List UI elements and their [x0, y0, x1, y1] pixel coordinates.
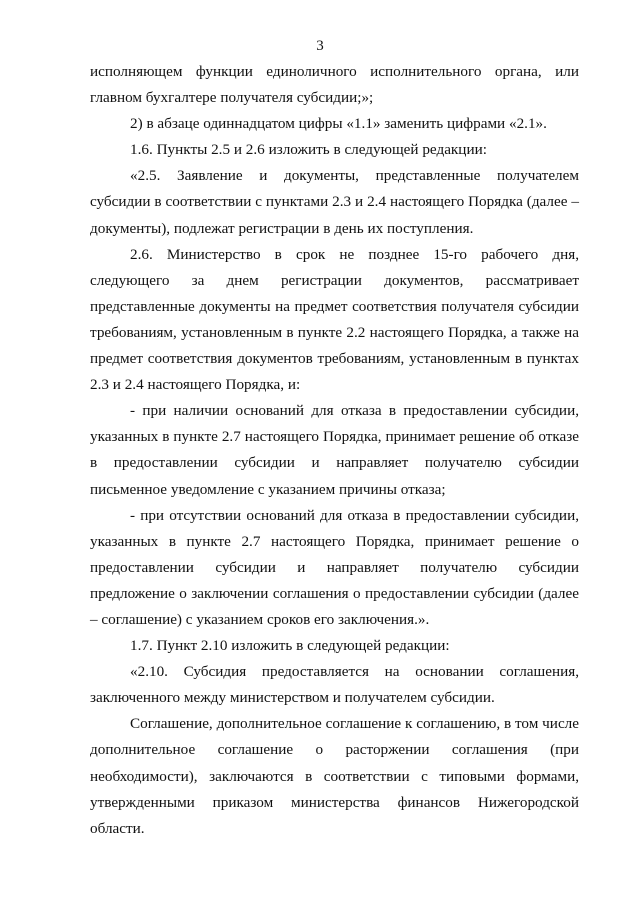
document-body	[90, 59, 579, 842]
paragraph-point-1-7: 1.7. Пункт 2.10 изложить в следующей редакции:	[130, 637, 450, 655]
paragraph-continuation: исполняющем функции единоличного исполнительного органа, или главном бухгалтере получателя субсидии;»;	[90, 63, 579, 107]
paragraph-clause-2-10: «2.10. Субсидия предоставляется на основании соглашения, заключенного между министерством и получателем субсидии.	[90, 663, 579, 707]
paragraph-item-2: 2) в абзаце одиннадцатом цифры «1.1» заменить цифрами «2.1».	[130, 115, 547, 133]
paragraph-clause-2-5: «2.5. Заявление и документы, представленные получателем субсидии в соответствии с пунктами 2.3 и 2.4 настоящего Порядка (далее – документы), подлежат регистрации в день их поступления.	[90, 167, 579, 237]
page-number: 3	[316, 38, 324, 54]
paragraph-approval-case: - при отсутствии оснований для отказа в предоставлении субсидии, указанных в пункте 2.7 настоящего Порядка, принимает решение о предоставлении субсидии и направляет получателю субсидии предложение о заключении соглашения о предоставлении субсидии (далее – соглашение) с указанием сроков его заключения.».	[90, 506, 579, 628]
paragraph-point-1-6: 1.6. Пункты 2.5 и 2.6 изложить в следующей редакции:	[130, 141, 487, 159]
paragraph-agreement-forms: Соглашение, дополнительное соглашение к соглашению, в том числе дополнительное соглашение о расторжении соглашения (при необходимости), заключаются в соответствии с типовыми формами, утвержденными приказом министерства финансов Нижегородской области.	[90, 715, 579, 837]
paragraph-clause-2-6: 2.6. Министерство в срок не позднее 15-го рабочего дня, следующего за днем регистрации документов, рассматривает представленные документы на предмет соответствия получателя субсидии требованиям, установленным в пункте 2.2 настоящего Порядка, а также на предмет соответствия документов требованиям, установленным в пунктах 2.3 и 2.4 настоящего Порядка, и:	[90, 245, 579, 394]
paragraph-refusal-case: - при наличии оснований для отказа в предоставлении субсидии, указанных в пункте 2.7 настоящего Порядка, принимает решение об отказе в предоставлении субсидии и направляет получателю субсидии письменное уведомление с указанием причины отказа;	[90, 402, 579, 498]
